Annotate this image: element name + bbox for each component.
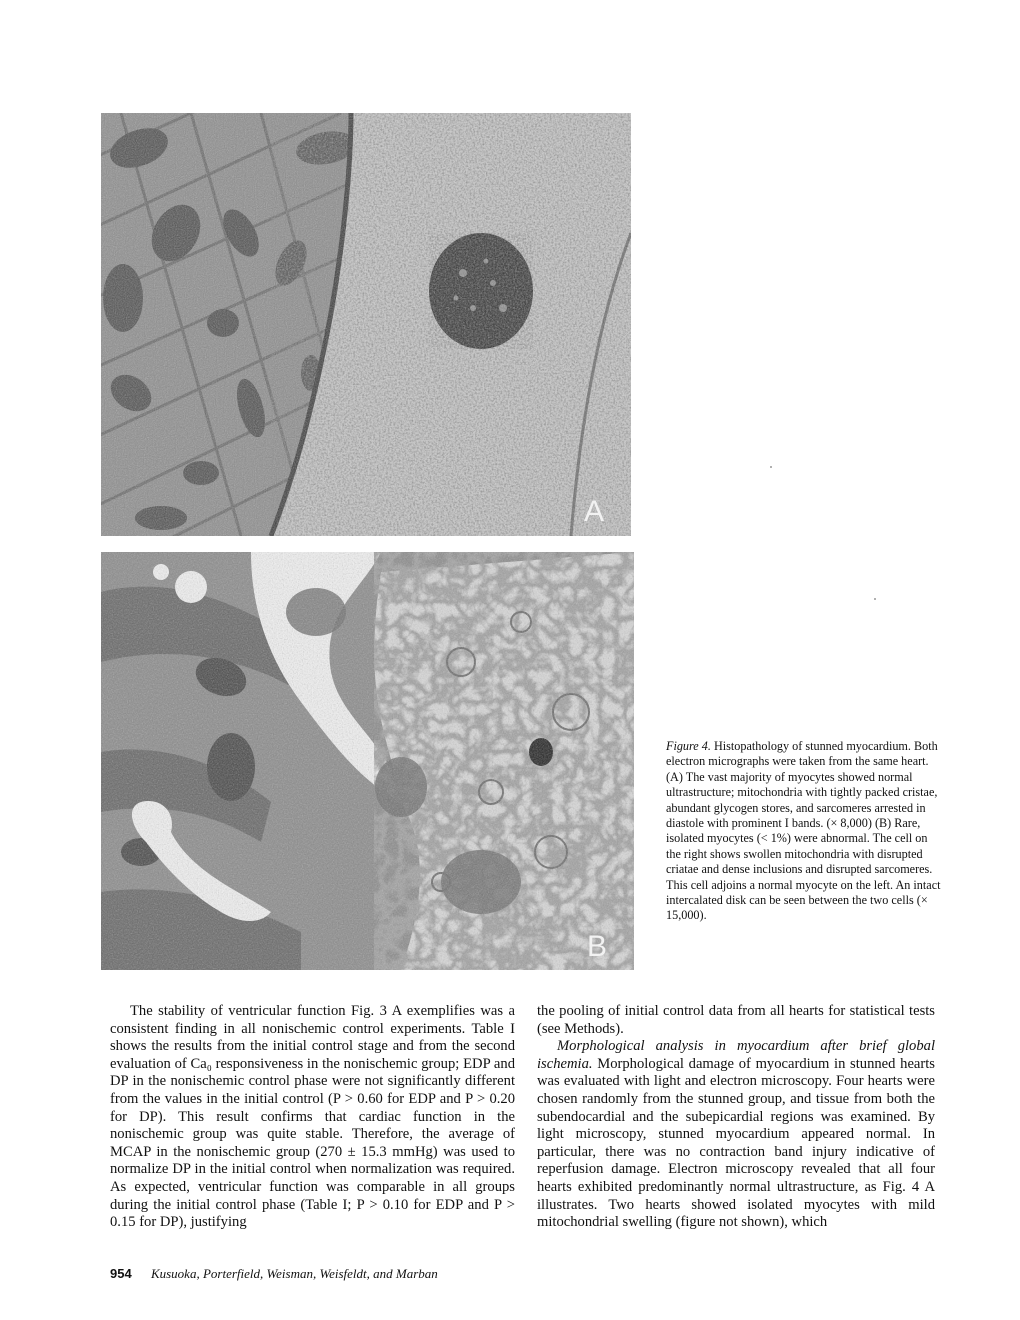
left-column <box>110 1003 515 1232</box>
scan-speck <box>874 598 876 600</box>
panel-b-letter: B <box>587 930 608 963</box>
section-body: Morphological damage of myocardium in stunned hearts was evaluated with light and electron microscopy. Four hearts were chosen randomly from the stunned group, and tissue from both the subendocardial and the subepicardial regions was examined. By light microscopy, stunned myocardium appeared normal. In particular, there was no contraction band injury indicative of reperfusion damage. Electron microscopy revealed that all four hearts exhibited predominantly normal ultrastructure, as Fig. 4 A illustrates. Two hearts showed isolated myocytes with mild mitochondrial swelling (figure not shown), which <box>537 1055 935 1231</box>
micrograph-a-image <box>101 113 631 536</box>
micrograph-b-image <box>101 552 634 970</box>
right-continuation: the pooling of initial control data from all hearts for statistical tests (see Methods). <box>537 1003 935 1037</box>
micrograph-panel-a <box>101 113 631 536</box>
caption-label: Figure 4. <box>666 739 711 753</box>
page-number: 954 <box>110 1266 132 1281</box>
page-footer <box>110 1266 438 1282</box>
right-column <box>537 1003 935 1232</box>
panel-a-letter: A <box>584 495 605 528</box>
running-authors: Kusuoka, Porterfield, Weisman, Weisfeldt, and Marban <box>150 1266 438 1281</box>
caption-text: Histopathology of stunned myocardium. Both electron micrographs were taken from the same heart. (A) The vast majority of myocytes showed normal ultrastructure; mitochondria with tightly packed cristae, abundant glycogen stores, and sarcomeres arrested in diastole with prominent I bands. (× 8,000) (B) Rare, isolated myocytes (< 1%) were abnormal. The cell on the right shows swollen mitochondria with disrupted criatae and dense inclusions and disrupted sarcomeres. This cell adjoins a normal myocyte on the left. An intact intercalated disk can be seen between the two cells (× 15,000). <box>666 739 941 923</box>
figure-caption <box>666 739 943 924</box>
section-paragraph <box>537 1038 935 1232</box>
scan-speck <box>770 466 772 468</box>
micrograph-panel-b <box>101 552 634 970</box>
left-paragraph: The stability of ventricular function Fig. 3 A exemplifies was a consistent finding in all nonischemic control experiments. Table I shows the results from the initial control stage and from the second evaluation of Ca₀ responsiveness in the nonischemic group; EDP and DP in the nonischemic control phase were not significantly different from the values in the initial control (P > 0.60 for EDP and P > 0.20 for DP). This result confirms that cardiac function in the nonischemic group was quite stable. Therefore, the average of MCAP in the nonischemic group (270 ± 15.3 mmHg) was used to normalize DP in the initial control when normalization was required. As expected, ventricular function was comparable in all groups during the initial control phase (Table I; P > 0.10 for EDP and P > 0.15 for DP), justifying <box>110 1003 515 1231</box>
section-heading: Morphological analysis in myocardium after brief global ischemia. <box>537 1038 935 1072</box>
